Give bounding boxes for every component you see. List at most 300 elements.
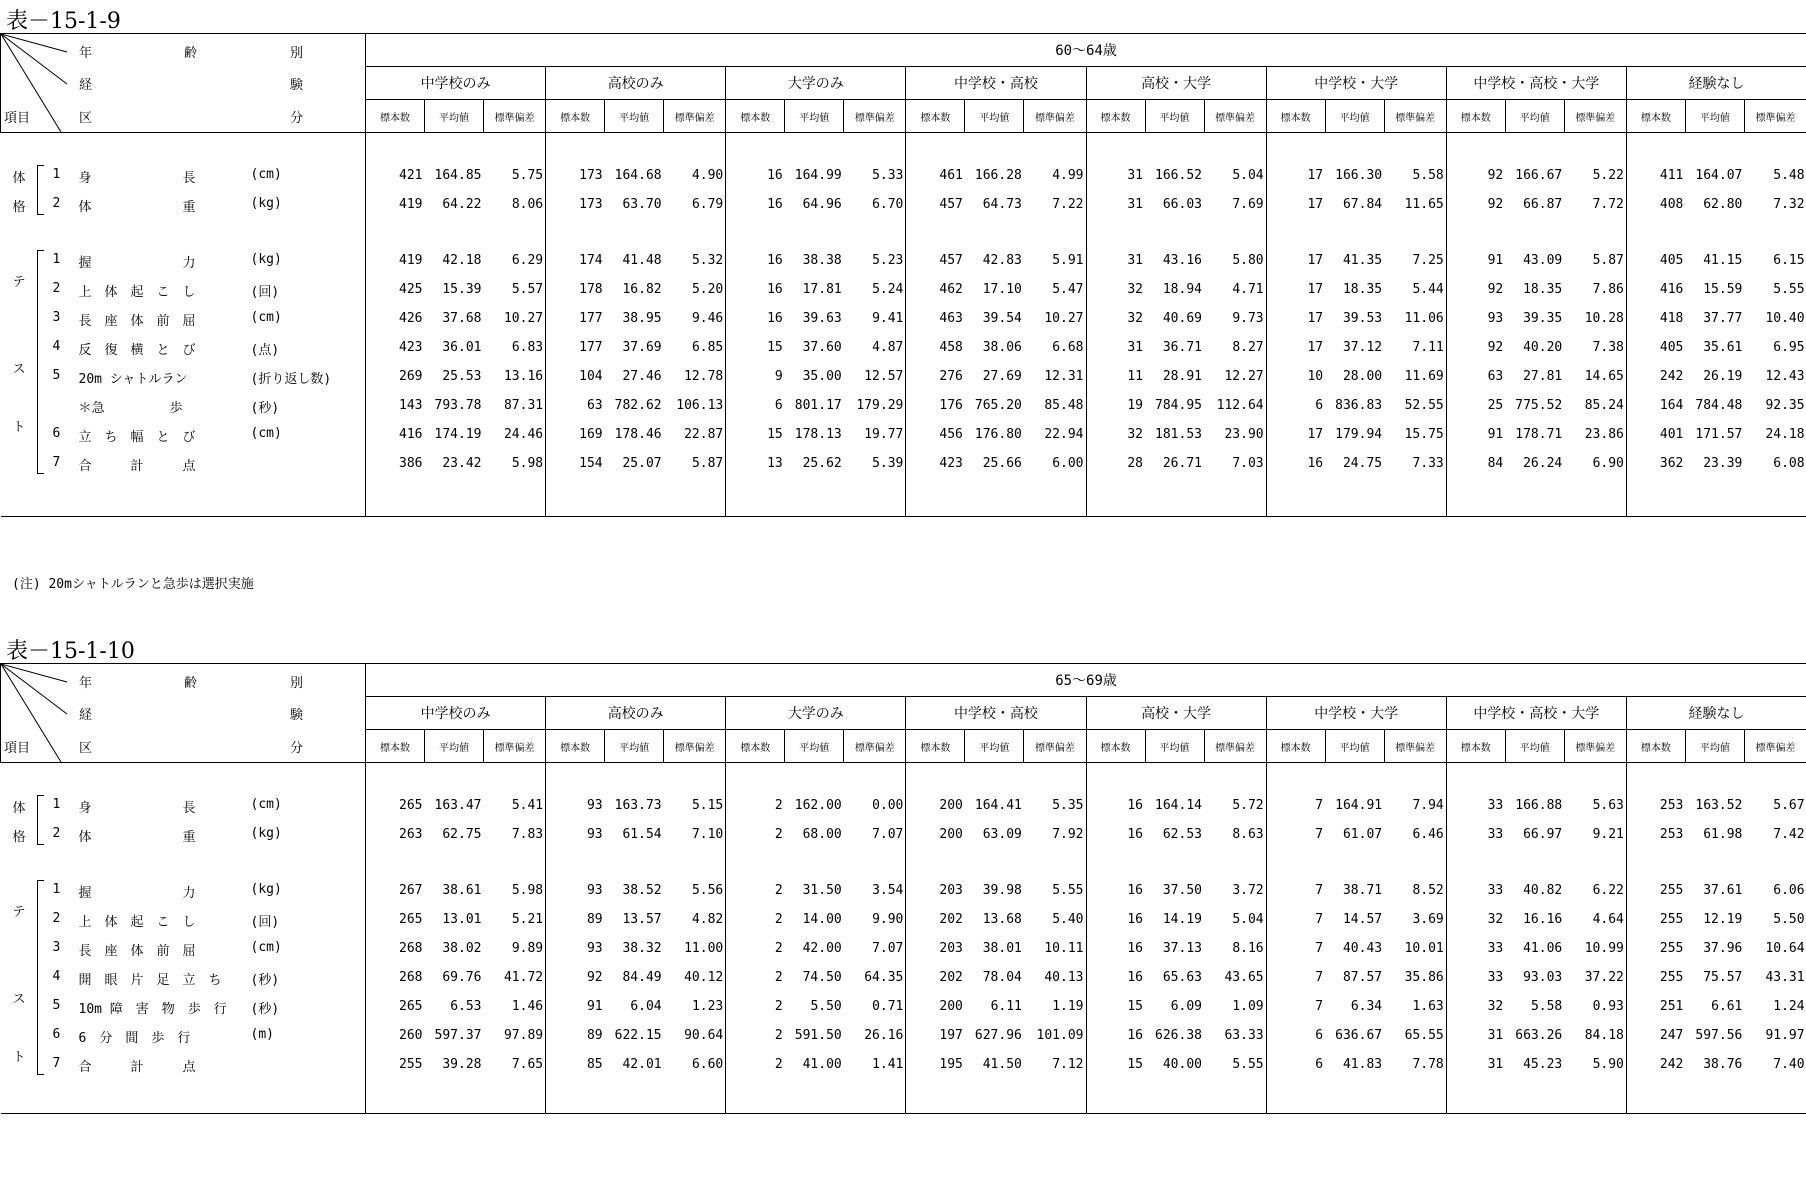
- value-cell: 9.89: [511, 941, 544, 956]
- table-note: (注) 20mシャトルランと急歩は選択実施: [12, 577, 254, 592]
- value-cell: 23.39: [1703, 456, 1743, 471]
- value-cell: 38.01: [982, 941, 1022, 956]
- value-cell: 405: [1626, 246, 1685, 275]
- value-cell: 5.98: [511, 456, 544, 471]
- sub-header: 標本数: [1266, 730, 1325, 763]
- row-label: 20m シャトルラン: [78, 372, 188, 387]
- value-cell: 112.64: [1216, 398, 1264, 413]
- value-cell: 7.38: [1592, 340, 1624, 355]
- value-cell: 6.29: [511, 253, 544, 268]
- value-cell: 7: [1266, 876, 1325, 905]
- value-cell: 164.91: [1335, 798, 1383, 813]
- value-cell: 5.50: [810, 999, 842, 1014]
- row-label: 身 長: [78, 171, 196, 186]
- value-cell: 22.87: [684, 427, 724, 442]
- brace-segment: [37, 1021, 44, 1050]
- value-cell: 9.73: [1232, 311, 1264, 326]
- row-unit: (cm): [250, 940, 282, 955]
- sub-header: 標準偏差: [664, 730, 726, 763]
- category-label: ス: [12, 362, 26, 377]
- sub-header: 標準偏差: [1744, 730, 1806, 763]
- value-cell: 92: [1446, 275, 1505, 304]
- value-cell: 12.78: [684, 369, 724, 384]
- value-cell: 43.16: [1162, 253, 1202, 268]
- value-cell: 622.15: [614, 1028, 662, 1043]
- value-cell: 15.39: [442, 282, 482, 297]
- value-cell: 13.68: [982, 912, 1022, 927]
- value-cell: 11.06: [1404, 311, 1444, 326]
- value-cell: 92: [546, 963, 605, 992]
- header-experience-label: 験: [290, 78, 304, 93]
- value-cell: 63.70: [622, 197, 662, 212]
- row-number: 7: [52, 1056, 61, 1071]
- value-cell: 66.87: [1523, 197, 1563, 212]
- sub-header: 標本数: [366, 730, 425, 763]
- sub-header: 平均値: [1505, 100, 1564, 133]
- table-row: [1, 161, 1806, 190]
- row-unit: (折り返し数): [250, 372, 332, 387]
- value-cell: 10.64: [1765, 941, 1805, 956]
- value-cell: 5.44: [1412, 282, 1444, 297]
- row-number: 7: [52, 455, 61, 470]
- row-number: 2: [52, 826, 61, 841]
- sub-header: 平均値: [425, 100, 484, 133]
- value-cell: 6: [1266, 1050, 1325, 1079]
- value-cell: 62.75: [442, 827, 482, 842]
- group-header: 経験なし: [1626, 67, 1806, 100]
- value-cell: 69.76: [442, 970, 482, 985]
- row-label: 握 力: [78, 256, 196, 271]
- sub-header: 標本数: [1626, 730, 1685, 763]
- value-cell: 93: [546, 791, 605, 820]
- value-cell: 24.46: [503, 427, 544, 442]
- group-header: 経験なし: [1626, 697, 1806, 730]
- value-cell: 5.67: [1773, 798, 1805, 813]
- value-cell: 17: [1266, 246, 1325, 275]
- sub-header: 標本数: [1446, 100, 1505, 133]
- value-cell: 255: [366, 1050, 425, 1079]
- value-cell: 1.46: [511, 999, 544, 1014]
- header-corner: [1, 664, 366, 763]
- group-header: 中学校・大学: [1266, 67, 1446, 100]
- value-cell: 26.19: [1703, 369, 1743, 384]
- value-cell: 22.94: [1044, 427, 1084, 442]
- value-cell: 11.69: [1404, 369, 1444, 384]
- value-cell: 39.28: [442, 1057, 482, 1072]
- value-cell: 31: [1086, 161, 1145, 190]
- value-cell: 37.22: [1584, 970, 1624, 985]
- value-cell: 41.15: [1703, 253, 1743, 268]
- value-cell: 87.57: [1342, 970, 1383, 985]
- value-cell: 8.16: [1232, 941, 1264, 956]
- header-experience-label: 験: [290, 708, 304, 723]
- brace-segment: [37, 275, 44, 304]
- value-cell: 19.77: [864, 427, 904, 442]
- value-cell: 10.01: [1404, 941, 1444, 956]
- value-cell: 6.15: [1773, 253, 1805, 268]
- value-cell: 423: [366, 333, 425, 362]
- value-cell: 43.31: [1765, 970, 1805, 985]
- value-cell: 40.43: [1342, 941, 1383, 956]
- value-cell: 202: [906, 905, 965, 934]
- row-unit: (kg): [250, 252, 282, 267]
- value-cell: 68.00: [802, 827, 842, 842]
- value-cell: 2: [726, 992, 785, 1021]
- value-cell: 45.23: [1523, 1057, 1563, 1072]
- table-row: [1, 362, 1806, 391]
- value-cell: 801.17: [794, 398, 842, 413]
- table-row: [1, 1050, 1806, 1079]
- value-cell: 33: [1446, 820, 1505, 849]
- header-age-label: 年: [79, 46, 93, 61]
- value-cell: 28: [1086, 449, 1145, 478]
- value-cell: 37.61: [1703, 883, 1743, 898]
- group-header: 高校のみ: [546, 697, 726, 730]
- value-cell: 16: [1086, 905, 1145, 934]
- value-cell: 37.60: [802, 340, 842, 355]
- value-cell: 2: [726, 905, 785, 934]
- value-cell: 97.89: [503, 1028, 544, 1043]
- grid: [0, 33, 1806, 517]
- value-cell: 255: [1626, 963, 1685, 992]
- header-category-label: 区: [79, 741, 93, 756]
- sub-header: 標準偏差: [1384, 100, 1446, 133]
- row-unit: (秒): [250, 973, 280, 988]
- value-cell: 10.11: [1044, 941, 1084, 956]
- value-cell: 38.61: [442, 883, 482, 898]
- value-cell: 91: [1446, 420, 1505, 449]
- value-cell: 37.12: [1342, 340, 1383, 355]
- value-cell: 62.53: [1162, 827, 1202, 842]
- value-cell: 6.22: [1592, 883, 1624, 898]
- value-cell: 84: [1446, 449, 1505, 478]
- value-cell: 163.73: [614, 798, 662, 813]
- value-cell: 92.35: [1765, 398, 1805, 413]
- value-cell: 164: [1626, 391, 1685, 420]
- row-unit: (cm): [250, 310, 282, 325]
- sub-header: 標準偏差: [1024, 100, 1086, 133]
- sub-header: 標本数: [546, 100, 605, 133]
- value-cell: 1.19: [1052, 999, 1084, 1014]
- header-experience-label: 経: [79, 708, 93, 723]
- value-cell: 7.07: [872, 827, 904, 842]
- value-cell: 12.19: [1703, 912, 1743, 927]
- value-cell: 14.65: [1584, 369, 1624, 384]
- value-cell: 93.03: [1523, 970, 1563, 985]
- table-row: [1, 905, 1806, 934]
- value-cell: 143: [366, 391, 425, 420]
- value-cell: 33: [1446, 876, 1505, 905]
- value-cell: 3.72: [1232, 883, 1264, 898]
- value-cell: 166.88: [1515, 798, 1563, 813]
- value-cell: 2: [726, 876, 785, 905]
- value-cell: 42.83: [982, 253, 1022, 268]
- value-cell: 40.00: [1162, 1057, 1202, 1072]
- value-cell: 93: [546, 876, 605, 905]
- sub-header: 標本数: [1626, 100, 1685, 133]
- value-cell: 7.33: [1412, 456, 1444, 471]
- value-cell: 31: [1086, 333, 1145, 362]
- value-cell: 7.11: [1412, 340, 1444, 355]
- value-cell: 39.98: [982, 883, 1022, 898]
- value-cell: 242: [1626, 362, 1685, 391]
- value-cell: 5.39: [872, 456, 904, 471]
- value-cell: 253: [1626, 820, 1685, 849]
- value-cell: 37.69: [622, 340, 662, 355]
- value-cell: 5.87: [691, 456, 724, 471]
- value-cell: 74.50: [802, 970, 842, 985]
- value-cell: 597.37: [434, 1028, 482, 1043]
- value-cell: 7.40: [1773, 1057, 1805, 1072]
- value-cell: 663.26: [1515, 1028, 1563, 1043]
- value-cell: 17: [1266, 275, 1325, 304]
- value-cell: 203: [906, 876, 965, 905]
- sub-header: 標本数: [546, 730, 605, 763]
- value-cell: 10.99: [1584, 941, 1624, 956]
- value-cell: 421: [366, 161, 425, 190]
- value-cell: 419: [366, 246, 425, 275]
- value-cell: 836.83: [1335, 398, 1383, 413]
- value-cell: 5.48: [1773, 168, 1805, 183]
- value-cell: 26.16: [864, 1028, 904, 1043]
- value-cell: 5.63: [1592, 798, 1624, 813]
- value-cell: 10.27: [503, 311, 544, 326]
- value-cell: 25.66: [982, 456, 1022, 471]
- value-cell: 636.67: [1335, 1028, 1383, 1043]
- value-cell: 31: [1446, 1050, 1505, 1079]
- brace-segment: [37, 362, 44, 391]
- row-label: 開 眼 片 足 立 ち: [78, 973, 222, 988]
- value-cell: 75.57: [1703, 970, 1743, 985]
- value-cell: 7.12: [1052, 1057, 1084, 1072]
- value-cell: 416: [366, 420, 425, 449]
- value-cell: 15: [1086, 992, 1145, 1021]
- value-cell: 5.98: [511, 883, 544, 898]
- row-label: 長 座 体 前 屈: [78, 314, 196, 329]
- value-cell: 5.91: [1052, 253, 1084, 268]
- value-cell: 7.32: [1773, 197, 1805, 212]
- sub-header: 平均値: [425, 730, 484, 763]
- value-cell: 13: [726, 449, 785, 478]
- value-cell: 6.34: [1350, 999, 1383, 1014]
- value-cell: 23.86: [1584, 427, 1624, 442]
- value-cell: 91: [546, 992, 605, 1021]
- value-cell: 16: [726, 275, 785, 304]
- sub-header: 標本数: [1086, 100, 1145, 133]
- value-cell: 265: [366, 791, 425, 820]
- value-cell: 40.82: [1523, 883, 1563, 898]
- row-unit: (kg): [250, 196, 282, 211]
- value-cell: 200: [906, 791, 965, 820]
- value-cell: 13.16: [503, 369, 544, 384]
- group-header: 中学校のみ: [366, 697, 546, 730]
- value-cell: 173: [546, 190, 605, 219]
- sub-header: 標本数: [906, 100, 965, 133]
- value-cell: 52.55: [1404, 398, 1444, 413]
- value-cell: 269: [366, 362, 425, 391]
- group-header: 中学校・高校・大学: [1446, 697, 1626, 730]
- row-label: 立 ち 幅 と び: [78, 430, 196, 445]
- value-cell: 164.41: [974, 798, 1022, 813]
- value-cell: 173: [546, 161, 605, 190]
- value-cell: 784.48: [1695, 398, 1743, 413]
- value-cell: 2: [726, 1050, 785, 1079]
- category-label: テ: [12, 905, 26, 920]
- value-cell: 164.85: [434, 168, 482, 183]
- value-cell: 162.00: [794, 798, 842, 813]
- value-cell: 6.04: [630, 999, 662, 1014]
- value-cell: 41.50: [982, 1057, 1022, 1072]
- value-cell: 7.69: [1232, 197, 1264, 212]
- value-cell: 23.90: [1224, 427, 1264, 442]
- value-cell: 17: [1266, 161, 1325, 190]
- value-cell: 17: [1266, 333, 1325, 362]
- header-category-label: 分: [290, 741, 304, 756]
- value-cell: 2: [726, 791, 785, 820]
- value-cell: 4.82: [691, 912, 724, 927]
- value-cell: 64.35: [864, 970, 904, 985]
- age-range-header: 60～64歳: [366, 34, 1806, 67]
- row-number: 4: [52, 969, 61, 984]
- table-row: [1, 304, 1806, 333]
- sub-header: 平均値: [785, 100, 844, 133]
- value-cell: 39.63: [802, 311, 842, 326]
- value-cell: 7: [1266, 963, 1325, 992]
- table-row: [1, 934, 1806, 963]
- value-cell: 408: [1626, 190, 1685, 219]
- sub-header: 標本数: [366, 100, 425, 133]
- value-cell: 16: [1086, 934, 1145, 963]
- value-cell: 13.57: [622, 912, 662, 927]
- value-cell: 63.09: [982, 827, 1022, 842]
- header-age-label: 別: [290, 46, 304, 61]
- value-cell: 27.81: [1523, 369, 1563, 384]
- header-item-label: 項目: [4, 111, 31, 126]
- brace-segment: [37, 250, 44, 275]
- value-cell: 174.19: [434, 427, 482, 442]
- value-cell: 7.42: [1773, 827, 1805, 842]
- value-cell: 33: [1446, 791, 1505, 820]
- value-cell: 166.52: [1155, 168, 1202, 183]
- value-cell: 91: [1446, 246, 1505, 275]
- value-cell: 166.67: [1515, 168, 1563, 183]
- value-cell: 38.02: [442, 941, 482, 956]
- row-unit: (cm): [250, 426, 282, 441]
- category-label: 格: [12, 830, 26, 845]
- value-cell: 1.41: [872, 1057, 904, 1072]
- value-cell: 32: [1446, 992, 1505, 1021]
- value-cell: 255: [1626, 934, 1685, 963]
- header-category-label: 分: [290, 111, 304, 126]
- value-cell: 17.10: [982, 282, 1022, 297]
- value-cell: 42.01: [622, 1057, 662, 1072]
- value-cell: 255: [1626, 905, 1685, 934]
- value-cell: 1.09: [1232, 999, 1264, 1014]
- value-cell: 89: [546, 1021, 605, 1050]
- row-number: 1: [52, 167, 61, 182]
- value-cell: 265: [366, 992, 425, 1021]
- value-cell: 462: [906, 275, 965, 304]
- group-header: 高校・大学: [1086, 67, 1266, 100]
- brace-segment: [37, 420, 44, 449]
- value-cell: 177: [546, 333, 605, 362]
- value-cell: 15.59: [1703, 282, 1743, 297]
- sub-header: 標本数: [726, 730, 785, 763]
- header-corner: [1, 34, 366, 133]
- row-number: 1: [52, 252, 61, 267]
- value-cell: 18.35: [1342, 282, 1383, 297]
- value-cell: 12.57: [864, 369, 904, 384]
- value-cell: 5.33: [872, 168, 904, 183]
- sub-header: 平均値: [965, 730, 1024, 763]
- row-unit: (回): [250, 285, 280, 300]
- group-header: 中学校・高校・大学: [1446, 67, 1626, 100]
- value-cell: 626.38: [1155, 1028, 1202, 1043]
- value-cell: 5.41: [511, 798, 544, 813]
- brace-segment: [37, 880, 44, 905]
- brace-segment: [37, 905, 44, 934]
- data-table-1: [0, 33, 1806, 517]
- table-row: [1, 791, 1806, 820]
- brace-segment: [37, 304, 44, 333]
- value-cell: 197: [906, 1021, 965, 1050]
- value-cell: 5.20: [691, 282, 724, 297]
- value-cell: 169: [546, 420, 605, 449]
- row-number: 2: [52, 281, 61, 296]
- sub-header: 平均値: [1325, 730, 1384, 763]
- value-cell: 39.35: [1523, 311, 1563, 326]
- value-cell: 4.71: [1232, 282, 1264, 297]
- value-cell: 166.28: [974, 168, 1022, 183]
- table-row: [1, 963, 1806, 992]
- value-cell: 42.18: [442, 253, 482, 268]
- value-cell: 7: [1266, 820, 1325, 849]
- value-cell: 418: [1626, 304, 1685, 333]
- value-cell: 6.83: [511, 340, 544, 355]
- value-cell: 27.69: [982, 369, 1022, 384]
- table-title-1: 表－15-1-9: [6, 9, 121, 34]
- value-cell: 38.52: [622, 883, 662, 898]
- value-cell: 16.16: [1523, 912, 1563, 927]
- value-cell: 6.90: [1592, 456, 1624, 471]
- value-cell: 267: [366, 876, 425, 905]
- row-number: 6: [52, 426, 61, 441]
- value-cell: 16.82: [622, 282, 662, 297]
- row-number: 5: [52, 998, 61, 1013]
- value-cell: 7: [1266, 905, 1325, 934]
- group-header: 中学校のみ: [366, 67, 546, 100]
- value-cell: 38.76: [1703, 1057, 1743, 1072]
- value-cell: 5.72: [1232, 798, 1264, 813]
- value-cell: 32: [1086, 420, 1145, 449]
- value-cell: 16: [1086, 820, 1145, 849]
- table-row: [1, 820, 1806, 849]
- value-cell: 4.64: [1592, 912, 1624, 927]
- value-cell: 31: [1086, 246, 1145, 275]
- value-cell: 11.65: [1404, 197, 1444, 212]
- value-cell: 38.95: [622, 311, 662, 326]
- value-cell: 5.58: [1412, 168, 1444, 183]
- value-cell: 64.22: [442, 197, 482, 212]
- value-cell: 5.55: [1232, 1057, 1264, 1072]
- brace-segment: [37, 165, 44, 190]
- value-cell: 6.79: [691, 197, 724, 212]
- value-cell: 5.75: [511, 168, 544, 183]
- value-cell: 178.13: [794, 427, 842, 442]
- value-cell: 164.68: [614, 168, 662, 183]
- value-cell: 416: [1626, 275, 1685, 304]
- row-label: 合 計 点: [78, 1060, 196, 1075]
